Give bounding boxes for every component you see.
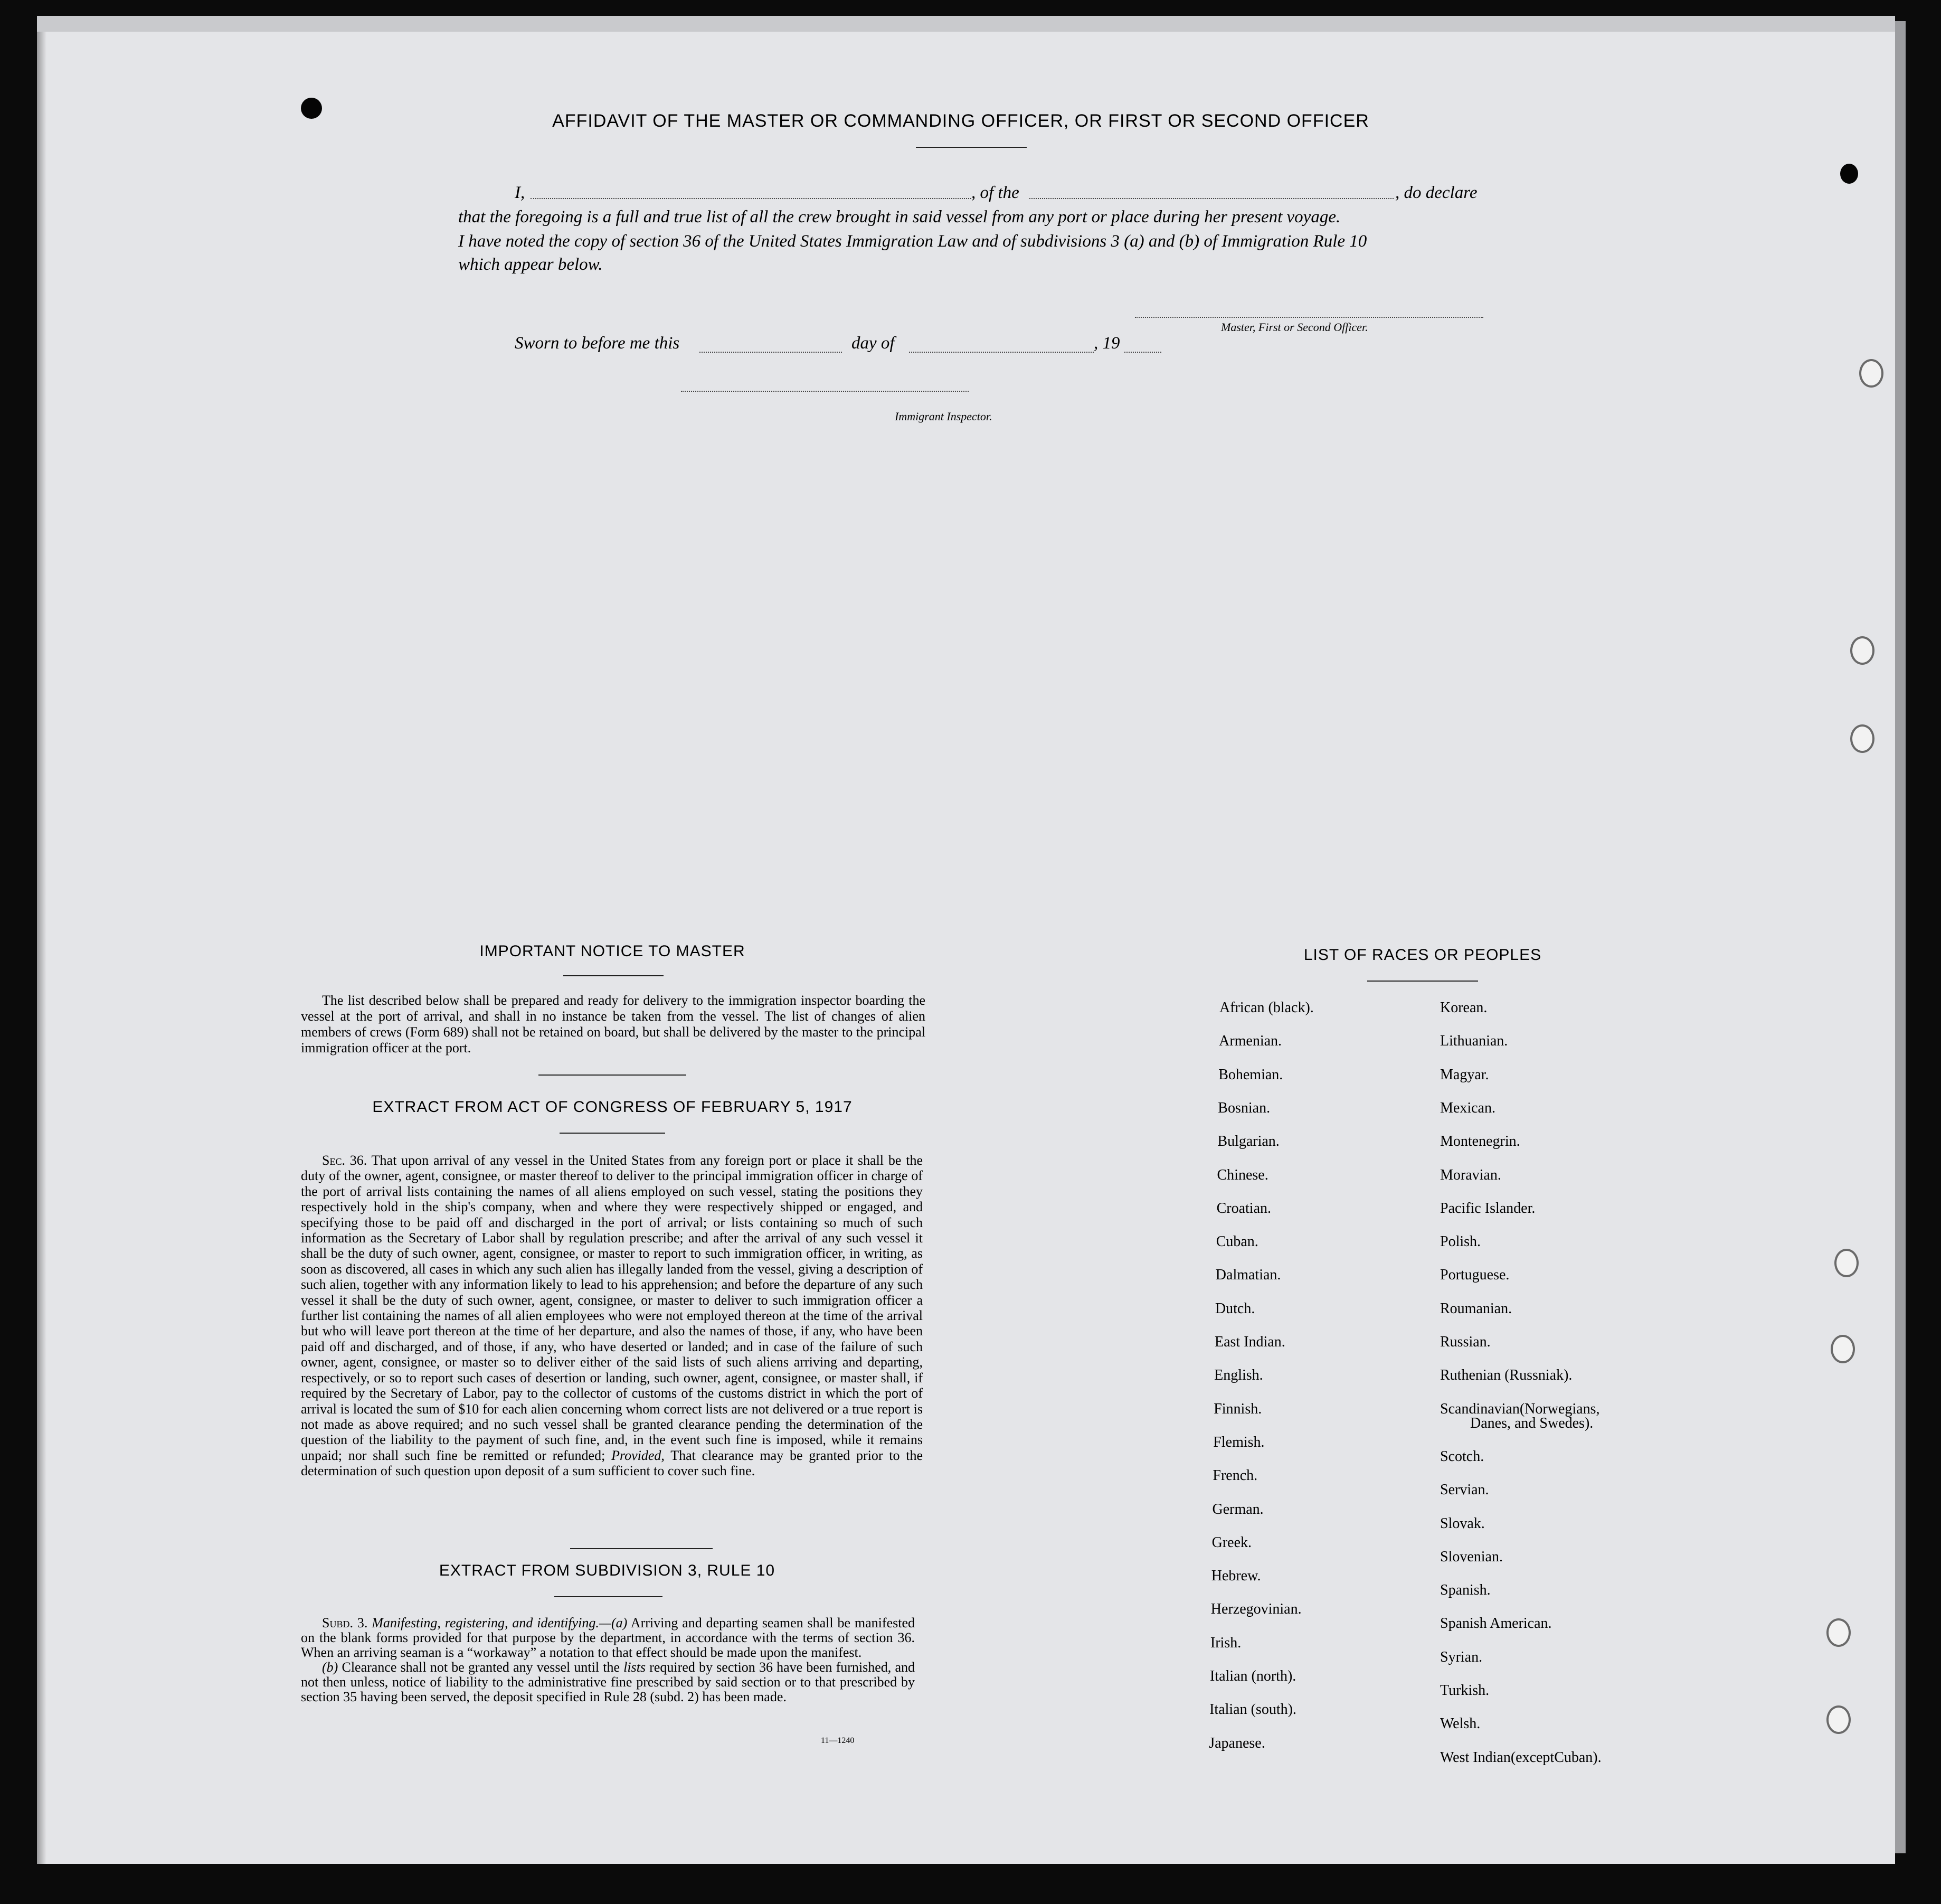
race-item: Flemish. [1213, 1434, 1265, 1450]
race-item: Bulgarian. [1217, 1133, 1280, 1150]
master-name-line[interactable] [531, 198, 971, 199]
race-item: Montenegrin. [1440, 1133, 1520, 1150]
race-item: Greek. [1211, 1534, 1252, 1551]
race-item: Mexican. [1440, 1099, 1495, 1116]
affidavit-declare-label: , do declare [1395, 183, 1478, 202]
race-item: Pacific Islander. [1440, 1200, 1536, 1217]
affidavit-title-rule [916, 147, 1027, 148]
notice-title-rule [563, 975, 664, 976]
act-extract-title: EXTRACT FROM ACT OF CONGRESS OF FEBRUARY 5, 1917 [372, 1098, 853, 1116]
inspector-signature-line[interactable] [681, 391, 969, 392]
inspector-label: Immigrant Inspector. [895, 410, 992, 423]
race-item: Spanish. [1440, 1582, 1491, 1599]
race-item: German. [1212, 1501, 1264, 1517]
sworn-year: , 19 [1094, 334, 1120, 353]
binder-hole [1831, 1335, 1855, 1363]
race-item: Ruthenian (Russniak). [1440, 1367, 1573, 1384]
subd-b-label: (b) [322, 1660, 338, 1675]
race-item: Italian (north). [1210, 1668, 1296, 1684]
officer-signature-line[interactable] [1135, 317, 1483, 318]
binder-hole [1859, 359, 1883, 388]
race-item: Scandinavian(Norwegians, [1440, 1400, 1600, 1417]
sworn-year-line[interactable] [1124, 352, 1161, 353]
binder-hole [1850, 724, 1874, 753]
affidavit-of-the-label: , of the [971, 183, 1019, 202]
race-item: Slovenian. [1440, 1548, 1503, 1565]
punch-mark [301, 98, 322, 119]
race-item: Welsh. [1440, 1716, 1481, 1732]
subd-b-lists: lists [623, 1660, 646, 1675]
rule-extract-title: EXTRACT FROM SUBDIVISION 3, RULE 10 [439, 1562, 775, 1579]
race-item: Bosnian. [1218, 1099, 1271, 1116]
act-extract-divider [570, 1548, 713, 1549]
affidavit-body-line-4: which appear below. [458, 255, 603, 274]
provided-text: That clearance may be granted prior to the determination of such question upon deposit of a sum sufficient to cover such fine. [301, 1447, 923, 1479]
race-item: French. [1213, 1467, 1258, 1484]
race-item: Croatian. [1216, 1200, 1272, 1217]
sheet-left-shadow [37, 32, 46, 1864]
subd-a-paragraph [301, 1616, 915, 1660]
subd-label: Subd. 3. [322, 1615, 368, 1630]
race-item: West Indian(exceptCuban). [1440, 1749, 1602, 1766]
sworn-month-line[interactable] [909, 352, 1094, 353]
race-item: Scotch. [1440, 1448, 1484, 1465]
race-item: Hebrew. [1211, 1568, 1261, 1585]
binder-hole [1826, 1618, 1851, 1647]
race-item: Syrian. [1440, 1648, 1483, 1665]
notice-body [301, 993, 925, 1056]
rule-extract-body [301, 1616, 915, 1704]
act-extract-paragraph [301, 1153, 923, 1479]
binder-hole [1826, 1705, 1851, 1734]
act-extract-title-rule [560, 1133, 665, 1134]
race-item: English. [1214, 1367, 1263, 1384]
subd-b-text-1: Clearance shall not be granted any vessel until the [342, 1660, 620, 1675]
punch-mark [1840, 164, 1858, 184]
race-item: Herzegovinian. [1210, 1601, 1302, 1618]
sworn-prefix: Sworn to before me this [515, 334, 680, 353]
race-item: Magyar. [1440, 1066, 1489, 1083]
race-item: Slovak. [1440, 1515, 1485, 1532]
race-item: Polish. [1440, 1233, 1481, 1250]
vessel-name-line[interactable] [1029, 198, 1394, 199]
race-item: Russian. [1440, 1334, 1491, 1350]
race-item: Danes, and Swedes). [1470, 1415, 1594, 1431]
officer-signature-label: Master, First or Second Officer. [1221, 321, 1368, 334]
race-item: Korean. [1440, 1000, 1488, 1016]
sec-36-text: That upon arrival of any vessel in the United States from any foreign port or place it shall be the duty of the owner, agent, consignee, or master thereof to deliver to the principal immigration officer in charge of the port of arrival lists containing the names of all aliens employed on such vessel, stating the positions they respectively hold in the ship's company, when and where they were respectively shipped or engaged, and specifying those to be paid off and discharged in the port of arrival; or lists containing so much of such information as the Secretary of Labor shall by regulation prescribe; and after the arrival of any such vessel it shall be the duty of such owner, agent, consignee, or master to report to such immigration officer, in writing, as soon as discovered, all cases in which any such alien has illegally landed from the vessel, giving a description of such alien, together with any information likely to lead to his apprehension; and before the departure of any such vessel it shall be the duty of such owner, agent, consignee, or master to deliver to such immigration officer a further list containing the names of all alien employees who were not employed thereon at the time of the arrival but who will leave port thereon at the time of her departure, and also the names of those, if any, who have been paid off and discharged, and of those, if any, who have deserted or landed; and in case of the failure of such owner, agent, consignee, or master so to deliver either of the said lists of such aliens arriving and departing, respectively, or so to report such cases of desertion or landing, such owner, agent, consignee, or master shall, if required by the Secretary of Labor, pay to the collector of customs of the customs district in which the port of arrival is located the sum of $10 for each alien concerning whom correct lists are not delivered or a true report is not made as above required; and no such vessel shall be granted clearance pending the determination of the question of the liability to the payment of such fine, and, in the event such fine is imposed, while it remains unpaid; nor shall such fine be remitted or refunded; [301, 1153, 923, 1463]
sheet-right-edge [1895, 21, 1906, 1853]
affidavit-i-label: I, [515, 183, 525, 202]
subd-b-paragraph [301, 1660, 915, 1704]
race-item: African (black). [1219, 1000, 1314, 1016]
race-item: Portuguese. [1440, 1267, 1510, 1284]
sec-36-label: Sec. 36. [322, 1153, 367, 1168]
race-item: Spanish American. [1440, 1615, 1552, 1632]
document-page [37, 32, 1895, 1864]
race-item: Dalmatian. [1215, 1267, 1281, 1284]
binder-hole [1850, 636, 1874, 665]
race-item: Irish. [1210, 1634, 1242, 1651]
sheet-top-edge [37, 16, 1895, 32]
race-item: Dutch. [1215, 1300, 1255, 1317]
race-item: Roumanian. [1440, 1300, 1512, 1317]
race-item: Lithuanian. [1440, 1033, 1508, 1050]
race-item: Chinese. [1217, 1166, 1268, 1183]
race-item: Armenian. [1219, 1033, 1282, 1050]
notice-title: IMPORTANT NOTICE TO MASTER [479, 942, 745, 960]
race-item: Turkish. [1440, 1682, 1490, 1699]
race-item: Finnish. [1214, 1400, 1262, 1417]
provided-label: Provided, [611, 1447, 665, 1463]
sworn-day-of: day of [851, 334, 895, 353]
affidavit-title: AFFIDAVIT OF THE MASTER OR COMMANDING OFFICER, OR FIRST OR SECOND OFFICER [552, 111, 1369, 131]
act-extract-body [301, 1153, 923, 1479]
affidavit-body-line-3: I have noted the copy of section 36 of the United States Immigration Law and of subdivisions 3 (a) and (b) of Immigration Rule 10 [458, 232, 1367, 251]
subd-b-text-2: required by section 36 have been furnished, and not then unless, notice of liability to the administrative fine prescribed by said section or to that prescribed by section 35 having been served, the deposit specified in Rule 28 (subd. 2) has been made. [301, 1660, 915, 1704]
race-item: Italian (south). [1209, 1701, 1296, 1718]
notice-divider [538, 1074, 686, 1076]
race-item: Cuban. [1216, 1233, 1258, 1250]
binder-hole [1834, 1249, 1859, 1277]
race-item: Servian. [1440, 1482, 1489, 1498]
form-number: 11—1240 [821, 1736, 855, 1745]
race-item: Japanese. [1209, 1735, 1265, 1751]
subd-heading: Manifesting, registering, and identifying. [372, 1615, 599, 1630]
affidavit-body-line-2: that the foregoing is a full and true list of all the crew brought in said vessel from any port or place during her present voyage. [458, 208, 1341, 227]
subd-a-label: —(a) [599, 1615, 628, 1630]
race-item: East Indian. [1215, 1334, 1285, 1350]
races-title: LIST OF RACES OR PEOPLES [1303, 946, 1542, 964]
subd-a-text: Arriving and departing seamen shall be manifested on the blank forms provided for that purpose by the department, in accordance with the terms of section 36. When an arriving seaman is a “workaway” a notation to that effect should be made upon the manifest. [301, 1615, 915, 1660]
race-item: Bohemian. [1218, 1066, 1283, 1083]
notice-paragraph: The list described below shall be prepared and ready for delivery to the immigration inspector boarding the vessel at the port of arrival, and shall in no instance be taken from the vessel. The list of changes of alien members of crews (Form 689) shall not be retained on board, but shall be delivered by the master to the principal immigration officer at the port. [301, 993, 925, 1055]
rule-extract-title-rule [554, 1596, 662, 1597]
sworn-day-line[interactable] [699, 352, 842, 353]
race-item: Moravian. [1440, 1166, 1501, 1183]
races-title-rule [1367, 981, 1478, 982]
